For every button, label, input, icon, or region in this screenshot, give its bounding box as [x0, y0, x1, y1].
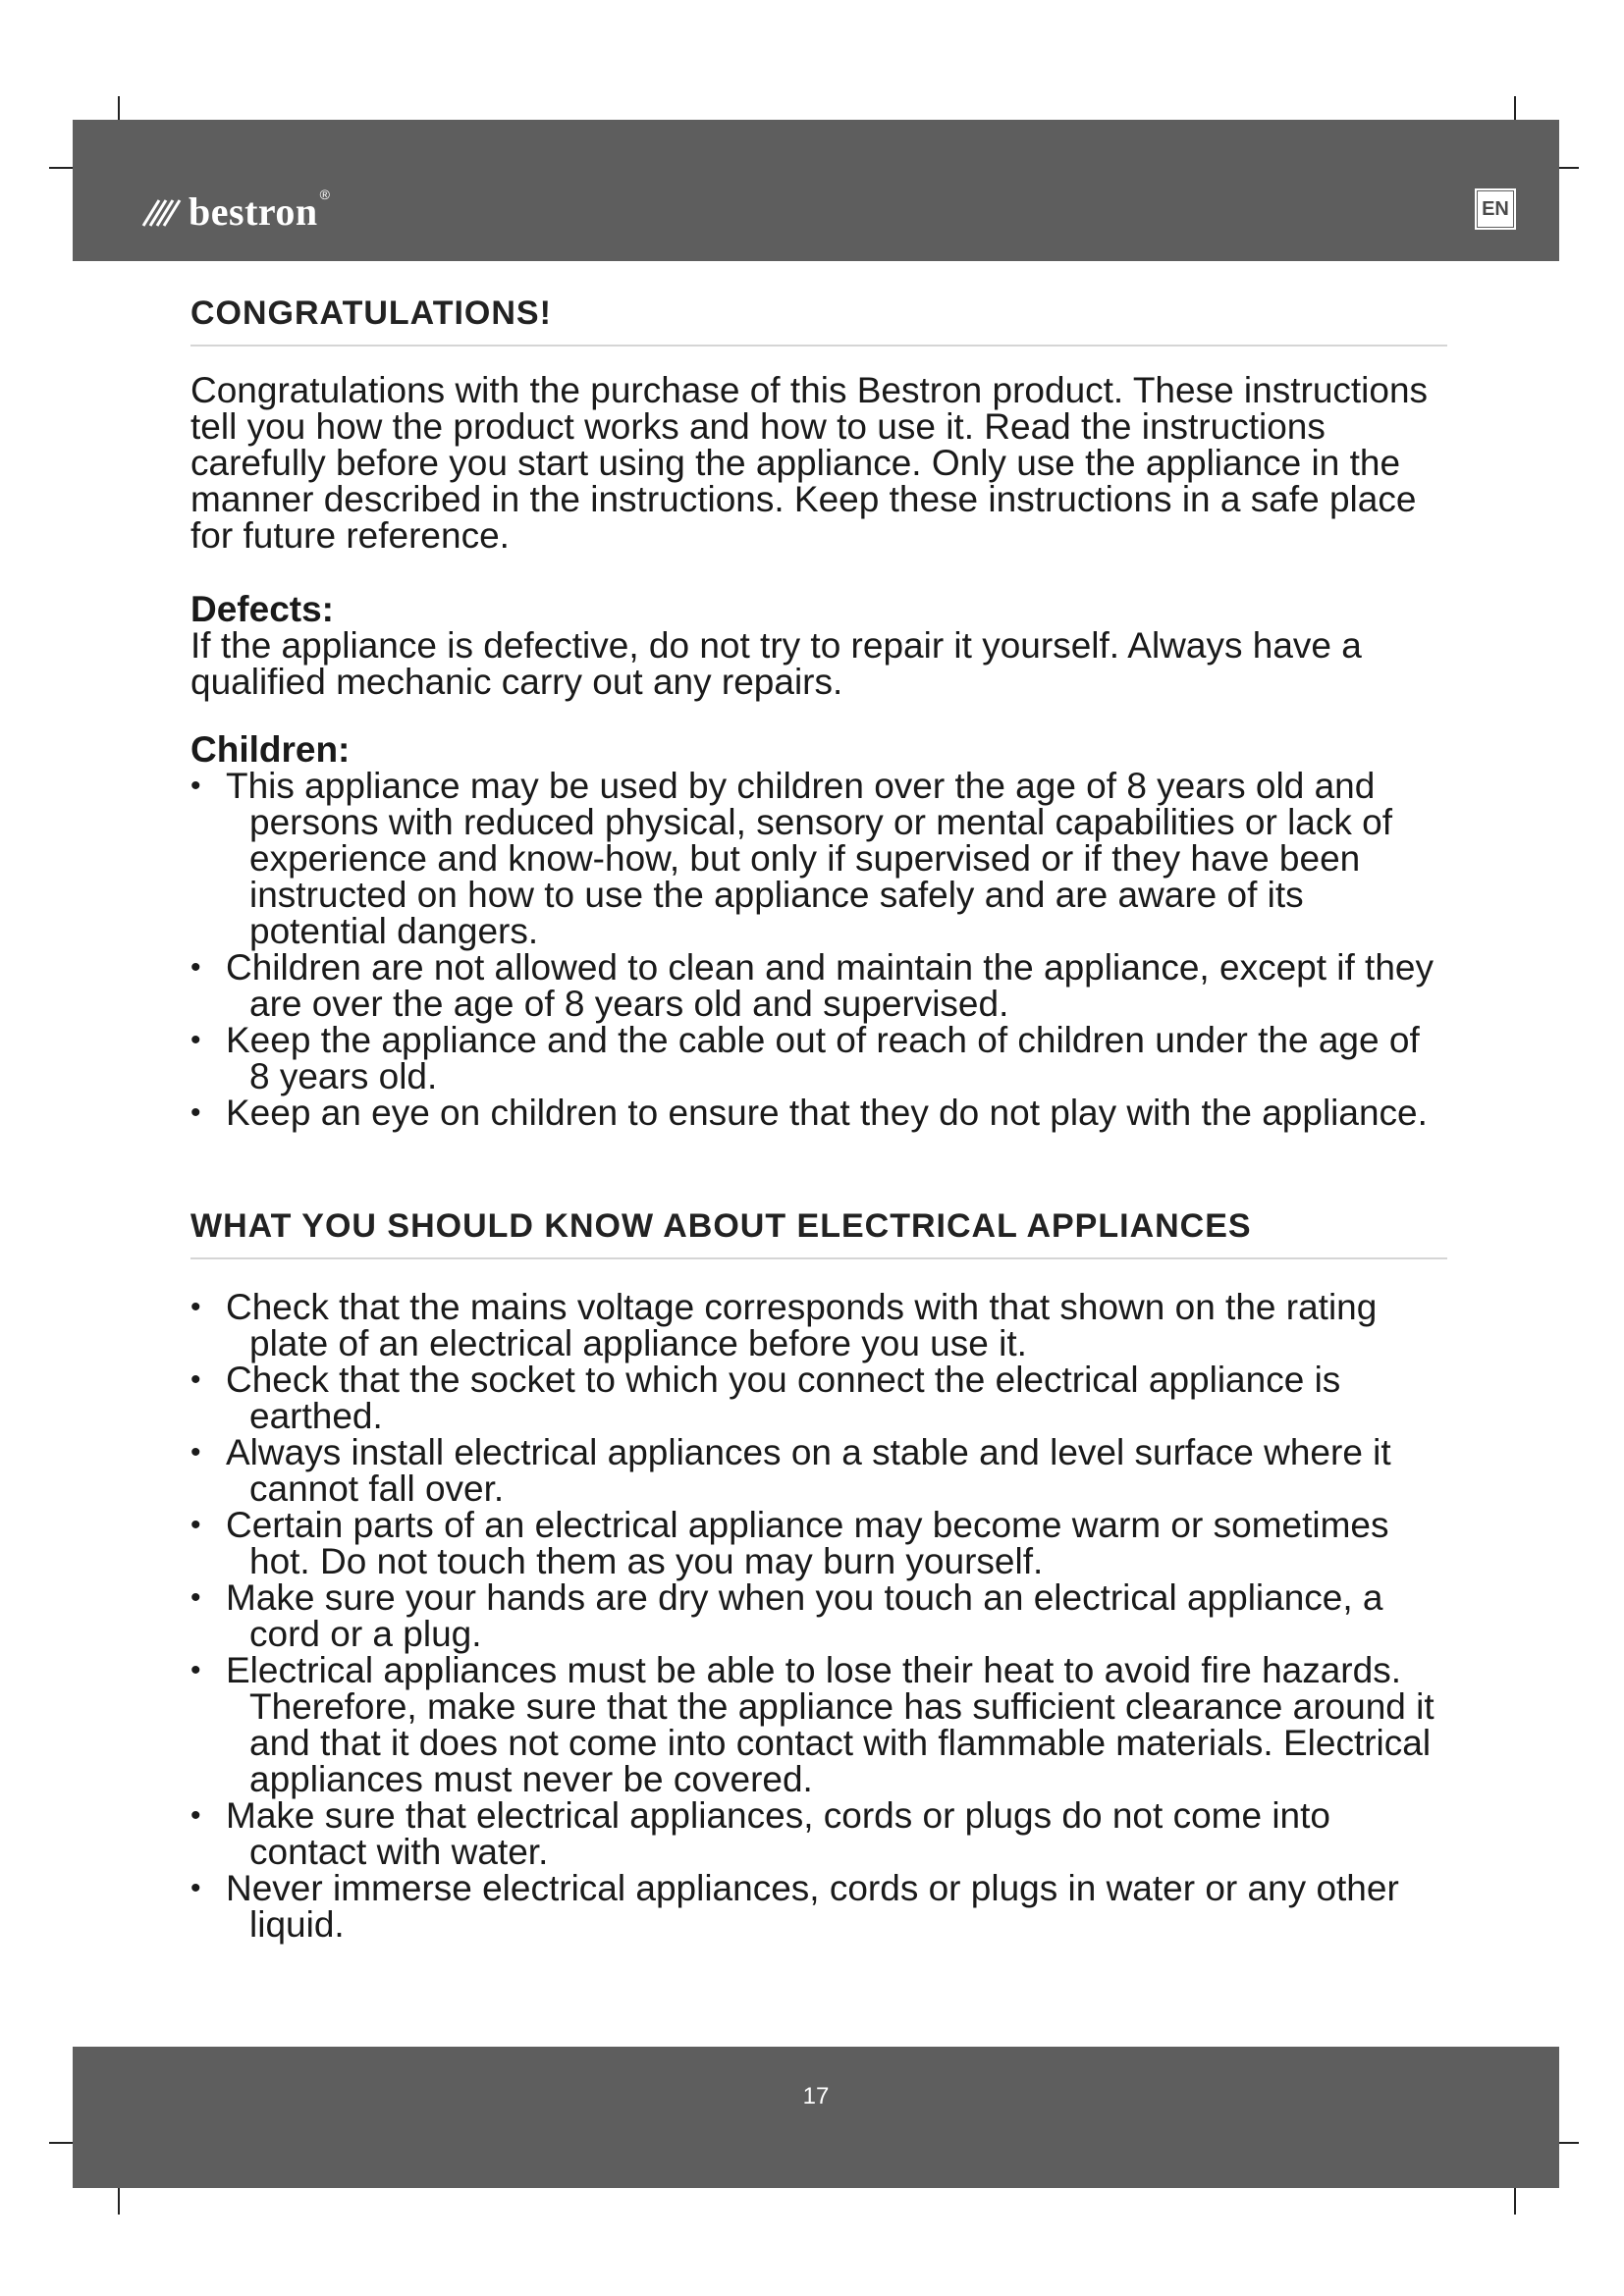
children-list [190, 768, 1447, 1131]
bullet-icon: • [190, 770, 201, 802]
page-content [190, 294, 1447, 1943]
header-band [73, 120, 1559, 261]
list-item: • Keep the appliance and the cable out of reach of children under the age of 8 years old. [190, 1020, 1420, 1096]
list-item: • Keep an eye on children to ensure that they do not play with the appliance. [190, 1093, 1428, 1133]
bullet-icon: • [190, 1096, 201, 1129]
bullet-icon: • [190, 1799, 201, 1832]
congratulations-section [190, 294, 1447, 1131]
list-item: • Never immerse electrical appliances, cords or plugs in water or any other liquid. [190, 1868, 1399, 1945]
list-item: • Certain parts of an electrical appliance may become warm or sometimes hot. Do not touch them as you may burn yourself. [190, 1505, 1389, 1581]
list-item: • This appliance may be used by children over the age of 8 years old and persons with reduced physical, sensory or mental capabilities or lack of experience and know-how, but only if supervised or if they have been instructed on how to use the appliance safely and are aware of its potential dangers. [190, 766, 1393, 951]
footer-band [73, 2047, 1559, 2188]
section-title: CONGRATULATIONS! [190, 294, 1447, 347]
language-label: EN [1477, 190, 1514, 228]
bullet-icon: • [190, 1509, 201, 1541]
bullet-icon: • [190, 1654, 201, 1686]
bullet-icon: • [190, 1024, 201, 1056]
list-item: • Children are not allowed to clean and maintain the appliance, except if they are over the age of 8 years old and supervised. [190, 947, 1434, 1024]
bullet-icon: • [190, 1872, 201, 1904]
defects-heading: Defects: [190, 589, 334, 629]
defects-text: If the appliance is defective, do not try to repair it yourself. Always have a qualified mechanic carry out any repairs. [190, 625, 1362, 702]
brand-name: bestron [189, 189, 318, 234]
intro-paragraph: Congratulations with the purchase of this Bestron product. These instructions tell you how the product works and how to use it. Read the instructions carefully before you start using the appliance. Only use the appliance in the manner described in the instructions. Keep these instructions in a safe place for future reference. [190, 370, 1429, 556]
brand-logo [139, 187, 330, 234]
children-heading: Children: [190, 729, 351, 770]
safety-list [190, 1289, 1447, 1943]
bullet-icon: • [190, 1581, 201, 1614]
list-item: • Check that the mains voltage corresponds with that shown on the rating plate of an electrical appliance before you use it. [190, 1287, 1378, 1363]
section-title: WHAT YOU SHOULD KNOW ABOUT ELECTRICAL APPLIANCES [190, 1207, 1447, 1259]
double-chevron-logo-icon [139, 190, 183, 234]
bullet-icon: • [190, 1436, 201, 1468]
language-badge [1475, 188, 1516, 230]
registered-mark: ® [319, 187, 330, 202]
bullet-icon: • [190, 1363, 201, 1396]
list-item: • Check that the socket to which you connect the electrical appliance is earthed. [190, 1360, 1341, 1436]
bullet-icon: • [190, 951, 201, 984]
electrical-appliances-section [190, 1207, 1447, 1943]
list-item: • Always install electrical appliances on a stable and level surface where it cannot fall over. [190, 1432, 1391, 1509]
list-item: • Electrical appliances must be able to lose their heat to avoid fire hazards. Therefore, make sure that the appliance has sufficient clearance around it and that it does not come into contact with flammable materials. Electrical appliances must never be covered. [190, 1650, 1435, 1799]
list-item: • Make sure that electrical appliances, cords or plugs do not come into contact with water. [190, 1795, 1330, 1872]
list-item: • Make sure your hands are dry when you touch an electrical appliance, a cord or a plug. [190, 1577, 1383, 1654]
bullet-icon: • [190, 1291, 201, 1323]
page-number: 17 [802, 2083, 830, 2109]
